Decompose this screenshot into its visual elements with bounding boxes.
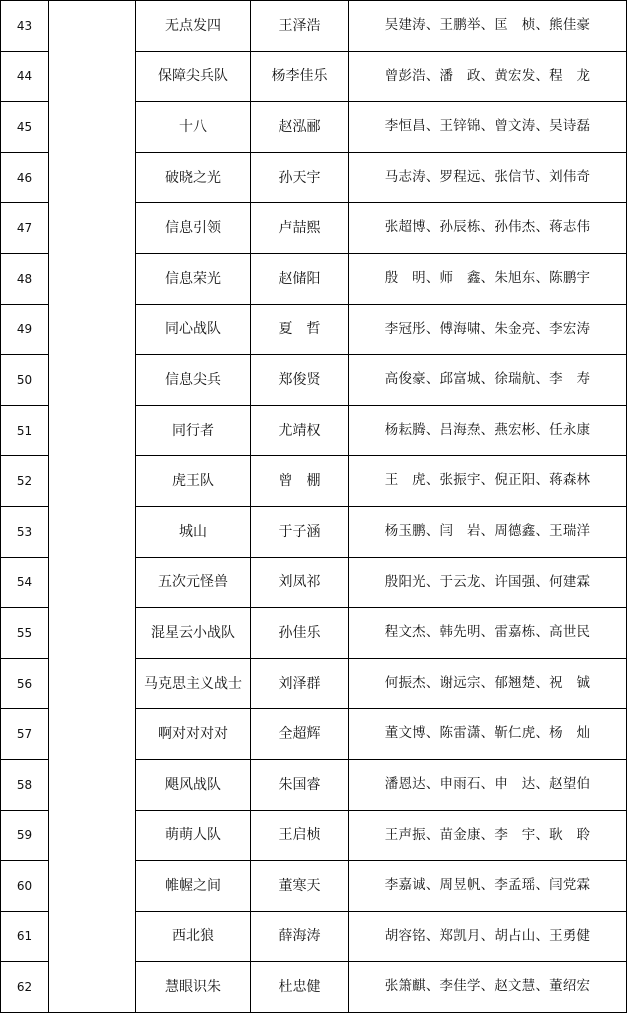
team-name: 萌萌人队 [136, 810, 251, 861]
table-row [1, 304, 627, 355]
table-row [1, 253, 627, 304]
member-names: 高俊豪、邱富城、徐瑞航、李 寿 [349, 355, 627, 406]
group-cell [49, 102, 136, 153]
row-number: 45 [1, 102, 49, 153]
captain-name: 董寒天 [251, 861, 349, 912]
member-names: 张箫麒、李佳学、赵文慧、董绍宏 [349, 962, 627, 1013]
table-row [1, 759, 627, 810]
member-names: 曾彭浩、潘 政、黄宏发、程 龙 [349, 51, 627, 102]
team-roster-body [1, 1, 627, 1013]
member-names: 马志涛、罗程远、张信节、刘伟奇 [349, 152, 627, 203]
table-row [1, 608, 627, 659]
team-name: 帷幄之间 [136, 861, 251, 912]
team-name: 马克思主义战士 [136, 658, 251, 709]
row-number: 46 [1, 152, 49, 203]
table-row [1, 456, 627, 507]
captain-name: 杨李佳乐 [251, 51, 349, 102]
group-cell [49, 253, 136, 304]
member-names: 张超博、孙辰栋、孙伟杰、蒋志伟 [349, 203, 627, 254]
table-row [1, 1, 627, 52]
table-row [1, 506, 627, 557]
table-row [1, 810, 627, 861]
row-number: 51 [1, 405, 49, 456]
table-row [1, 861, 627, 912]
row-number: 58 [1, 759, 49, 810]
group-cell [49, 709, 136, 760]
captain-name: 赵储阳 [251, 253, 349, 304]
captain-name: 孙天宇 [251, 152, 349, 203]
group-cell [49, 304, 136, 355]
member-names: 何振杰、谢远宗、郁翘楚、祝 铖 [349, 658, 627, 709]
captain-name: 杜忠健 [251, 962, 349, 1013]
row-number: 54 [1, 557, 49, 608]
member-names: 潘恩达、申雨石、申 达、赵望伯 [349, 759, 627, 810]
row-number: 62 [1, 962, 49, 1013]
team-name: 城山 [136, 506, 251, 557]
table-row [1, 152, 627, 203]
table-row [1, 557, 627, 608]
member-names: 李冠彤、傅海啸、朱金亮、李宏涛 [349, 304, 627, 355]
captain-name: 卢喆熙 [251, 203, 349, 254]
team-name: 慧眼识朱 [136, 962, 251, 1013]
group-cell [49, 506, 136, 557]
row-number: 43 [1, 1, 49, 52]
member-names: 胡容铭、郑凯月、胡占山、王勇健 [349, 911, 627, 962]
row-number: 61 [1, 911, 49, 962]
table-row [1, 962, 627, 1013]
team-name: 无点发四 [136, 1, 251, 52]
captain-name: 王启桢 [251, 810, 349, 861]
member-names: 杨耘腾、吕海焘、燕宏彬、任永康 [349, 405, 627, 456]
team-name: 十八 [136, 102, 251, 153]
row-number: 48 [1, 253, 49, 304]
team-name: 混星云小战队 [136, 608, 251, 659]
member-names: 吴建涛、王鹏举、匡 桢、熊佳豪 [349, 1, 627, 52]
table-row [1, 658, 627, 709]
captain-name: 刘凤祁 [251, 557, 349, 608]
member-names: 殷阳光、于云龙、许国强、何建霖 [349, 557, 627, 608]
group-cell [49, 608, 136, 659]
table-row [1, 102, 627, 153]
captain-name: 王泽浩 [251, 1, 349, 52]
captain-name: 尤靖权 [251, 405, 349, 456]
table-row [1, 355, 627, 406]
captain-name: 曾 棚 [251, 456, 349, 507]
member-names: 李恒昌、王锌锦、曾文涛、吴诗磊 [349, 102, 627, 153]
group-cell [49, 962, 136, 1013]
captain-name: 朱国睿 [251, 759, 349, 810]
row-number: 59 [1, 810, 49, 861]
table-row [1, 911, 627, 962]
member-names: 王声振、苗金康、李 宇、耿 聆 [349, 810, 627, 861]
team-name: 保障尖兵队 [136, 51, 251, 102]
member-names: 殷 明、师 鑫、朱旭东、陈鹏宇 [349, 253, 627, 304]
team-name: 飓风战队 [136, 759, 251, 810]
captain-name: 孙佳乐 [251, 608, 349, 659]
captain-name: 夏 哲 [251, 304, 349, 355]
member-names: 王 虎、张振宇、倪正阳、蒋森林 [349, 456, 627, 507]
member-names: 杨玉鹏、闫 岩、周德鑫、王瑞洋 [349, 506, 627, 557]
team-name: 信息荣光 [136, 253, 251, 304]
team-name: 五次元怪兽 [136, 557, 251, 608]
group-cell [49, 911, 136, 962]
team-name: 信息引领 [136, 203, 251, 254]
row-number: 47 [1, 203, 49, 254]
row-number: 52 [1, 456, 49, 507]
group-cell [49, 152, 136, 203]
captain-name: 赵泓郦 [251, 102, 349, 153]
row-number: 50 [1, 355, 49, 406]
group-cell [49, 557, 136, 608]
table-row [1, 709, 627, 760]
captain-name: 刘泽群 [251, 658, 349, 709]
row-number: 53 [1, 506, 49, 557]
member-names: 董文博、陈雷潇、靳仁虎、杨 灿 [349, 709, 627, 760]
team-name: 虎王队 [136, 456, 251, 507]
table-row [1, 51, 627, 102]
row-number: 60 [1, 861, 49, 912]
team-name: 信息尖兵 [136, 355, 251, 406]
member-names: 程文杰、韩先明、雷嘉栋、高世民 [349, 608, 627, 659]
team-name: 西北狼 [136, 911, 251, 962]
captain-name: 郑俊贤 [251, 355, 349, 406]
row-number: 56 [1, 658, 49, 709]
team-name: 同行者 [136, 405, 251, 456]
captain-name: 全超辉 [251, 709, 349, 760]
row-number: 55 [1, 608, 49, 659]
group-cell [49, 456, 136, 507]
captain-name: 于子涵 [251, 506, 349, 557]
team-name: 同心战队 [136, 304, 251, 355]
row-number: 57 [1, 709, 49, 760]
group-cell [49, 759, 136, 810]
group-cell [49, 810, 136, 861]
group-cell [49, 861, 136, 912]
team-name: 破晓之光 [136, 152, 251, 203]
table-row [1, 405, 627, 456]
group-cell [49, 203, 136, 254]
group-cell [49, 355, 136, 406]
member-names: 李嘉诚、周昱帆、李孟瑶、闫党霖 [349, 861, 627, 912]
table-row [1, 203, 627, 254]
group-cell [49, 1, 136, 52]
row-number: 44 [1, 51, 49, 102]
group-cell [49, 405, 136, 456]
group-cell [49, 658, 136, 709]
row-number: 49 [1, 304, 49, 355]
team-name: 啊对对对对 [136, 709, 251, 760]
group-cell [49, 51, 136, 102]
captain-name: 薛海涛 [251, 911, 349, 962]
